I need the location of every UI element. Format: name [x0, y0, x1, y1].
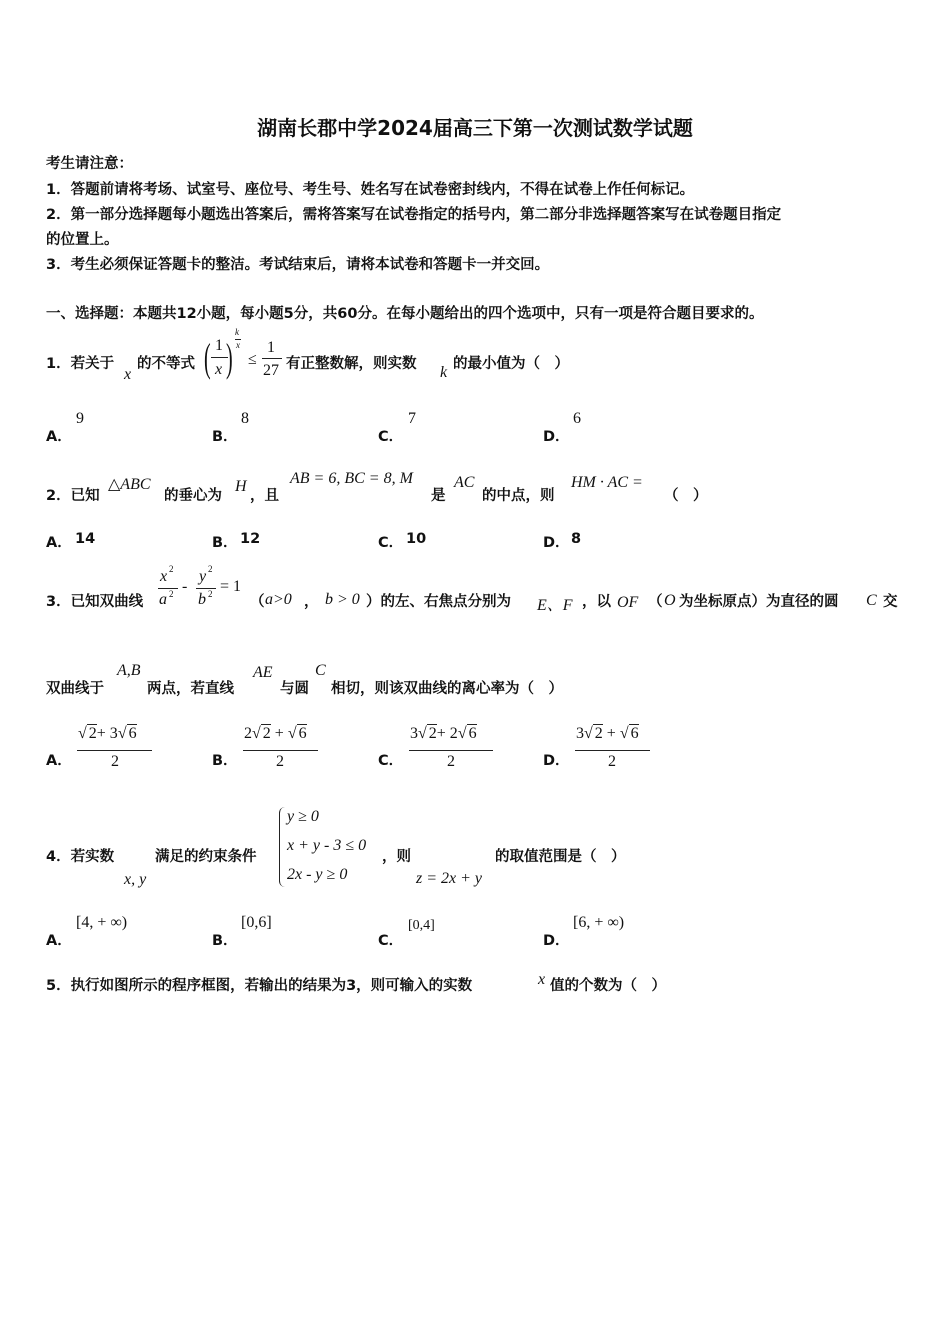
q2-option-label: D． [543, 535, 570, 551]
q2-option-label: B． [212, 535, 238, 551]
q1-den: 27 [263, 362, 279, 379]
q2-H: H [235, 478, 247, 495]
q1-exp-x: x [236, 340, 240, 350]
q1-text: 有正整数解，则实数 [286, 356, 417, 372]
q3-text: 与圆 [280, 681, 309, 697]
q1-exp-k: k [235, 327, 239, 337]
q1-option-value: 6 [573, 410, 581, 427]
q4-option-label: C． [378, 933, 404, 949]
q1-var-k: k [440, 364, 448, 381]
q4-option-label: B． [212, 933, 238, 949]
q1-text: 的不等式 [137, 356, 195, 372]
q2-option-label: C． [378, 535, 404, 551]
q3-sup: 2 [208, 589, 213, 599]
q3-text: ，以 [582, 594, 611, 610]
q1-le: ≤ [248, 351, 257, 368]
q3-option-den: 2 [447, 753, 455, 770]
q3-option-value: 3√ 2 + √ 6 [576, 725, 639, 742]
q4-option-value: [0,4] [408, 918, 435, 933]
q3-C: C [315, 662, 326, 679]
q3-text: 交 [883, 594, 898, 610]
q3-text: （ [648, 594, 663, 610]
q5-x: x [538, 971, 546, 988]
q3-text: ， [304, 594, 319, 610]
q3-frac-line [196, 588, 216, 589]
q4-text: 的取值范围是（ ） [495, 849, 626, 865]
q1-frac-line [262, 358, 282, 359]
q2-triangle: △ABC [108, 476, 151, 493]
q3-O: O [664, 592, 676, 609]
q1-option-label: A． [46, 429, 72, 445]
q1-text: 的最小值为（ ） [453, 356, 569, 372]
q4-option-label: A． [46, 933, 72, 949]
q3-text: ）的左、右焦点分别为 [366, 594, 511, 610]
q3-option-den: 2 [111, 753, 119, 770]
q2-option-value: 14 [75, 531, 96, 547]
q5-text: 值的个数为（ ） [550, 978, 666, 994]
q2-text: 2．已知 [46, 488, 100, 504]
q1-option-value: 9 [76, 410, 84, 427]
q3-sup: 2 [208, 564, 213, 574]
q1-option-value: 7 [408, 410, 416, 427]
q1-text: 1．若关于 [46, 356, 115, 372]
q3-frac-line [575, 750, 650, 751]
q2-AC: AC [454, 474, 475, 491]
q1-paren-right: ) [226, 335, 233, 380]
q2-text: 的中点，则 [482, 488, 555, 504]
q1-option-label: D． [543, 429, 570, 445]
q3-AE: AE [253, 664, 273, 681]
q4-text: 4．若实数 [46, 849, 115, 865]
exam-title: 湖南长郡中学2024届高三下第一次测试数学试题 [257, 116, 693, 140]
q1-x: x [215, 361, 223, 378]
q3-option-label: C． [378, 753, 404, 769]
q2-text: ，且 [250, 488, 279, 504]
q4-constraint: 2x - y ≥ 0 [287, 866, 348, 883]
notice-item: 1．答题前请将考场、试室号、座位号、考生号、姓名写在试卷密封线内，不得在试卷上作任何标记。 [46, 182, 695, 198]
q3-x: x [160, 568, 168, 585]
q2-option-value: 10 [406, 531, 427, 547]
notice-item: 3．考生必须保证答题卡的整洁。考试结束后，请将本试卷和答题卡一并交回。 [46, 257, 550, 273]
q1-option-label: B． [212, 429, 238, 445]
q4-brace [279, 807, 286, 887]
q2-expression: HM · AC = [571, 474, 643, 491]
q1-var-x: x [124, 366, 132, 383]
q1-option-value: 8 [241, 410, 249, 427]
q3-frac-line [243, 750, 318, 751]
q3-frac-line [77, 750, 152, 751]
q3-frac-line [409, 750, 493, 751]
q3-option-den: 2 [608, 753, 616, 770]
q4-text: ，则 [382, 849, 411, 865]
q3-C: C [866, 592, 877, 609]
q3-equals-one: = 1 [220, 578, 242, 595]
q2-text: 的垂心为 [164, 488, 222, 504]
q4-text: 满足的约束条件 [155, 849, 257, 865]
q3-b: b [198, 591, 206, 608]
q4-constraint: x + y - 3 ≤ 0 [287, 837, 367, 854]
q3-sup: 2 [169, 589, 174, 599]
notice-heading: 考生请注意： [46, 156, 133, 172]
section-heading: 一、选择题：本题共12小题，每小题5分，共60分。在每小题给出的四个选项中，只有一项是符合题目要求的。 [46, 306, 764, 322]
notice-item: 2．第一部分选择题每小题选出答案后，需将答案写在试卷指定的括号内，第二部分非选择题答案写在试卷题目指定 [46, 207, 782, 223]
q1-option-label: C． [378, 429, 404, 445]
q3-text: （ [250, 594, 265, 610]
q3-a: a [159, 591, 167, 608]
q3-option-label: B． [212, 753, 238, 769]
q3-text: 相切，则该双曲线的离心率为（ ） [331, 681, 563, 697]
q4-option-value: [0,6] [241, 914, 272, 931]
q3-minus: - [182, 578, 188, 595]
q3-option-value: √ 2+ 3√ 6 [78, 725, 137, 742]
q3-option-label: A． [46, 753, 72, 769]
q3-text: 3．已知双曲线 [46, 594, 144, 610]
q4-constraint: y ≥ 0 [287, 808, 319, 825]
q3-OF: OF [617, 594, 639, 611]
q3-text: 为坐标原点）为直径的圆 [679, 594, 839, 610]
q3-option-value: 2√ 2 + √ 6 [244, 725, 307, 742]
q4-option-value: [4, + ∞) [76, 914, 128, 931]
q3-option-den: 2 [276, 753, 284, 770]
q2-option-label: A． [46, 535, 72, 551]
q1-paren-left: ( [204, 335, 211, 380]
q1-num: 1 [267, 339, 275, 356]
q2-text: （ ） [664, 488, 708, 504]
q3-sup: 2 [169, 564, 174, 574]
q3-y: y [199, 568, 207, 585]
q4-option-label: D． [543, 933, 570, 949]
q3-frac-line [158, 588, 178, 589]
q2-condition: AB = 6, BC = 8, M [290, 470, 413, 487]
q4-option-value: [6, + ∞) [573, 914, 625, 931]
q1-one: 1 [215, 337, 223, 354]
q3-option-label: D． [543, 753, 570, 769]
q3-option-value: 3√ 2+ 2√ 6 [410, 725, 477, 742]
q4-xy: x, y [124, 871, 147, 888]
q4-z: z = 2x + y [416, 870, 483, 887]
q3-text: 两点，若直线 [147, 681, 234, 697]
q3-cond-b: b > 0 [325, 591, 360, 608]
q3-EF: E、F [537, 597, 573, 614]
q2-option-value: 12 [240, 531, 261, 547]
q2-text: 是 [431, 488, 446, 504]
q2-option-value: 8 [571, 531, 582, 547]
q5-text: 5．执行如图所示的程序框图，若输出的结果为3，则可输入的实数 [46, 978, 473, 994]
q3-cond-a: a>0 [265, 591, 292, 608]
q3-text: 双曲线于 [46, 681, 104, 697]
notice-item: 的位置上。 [46, 232, 119, 248]
q3-AB: A,B [117, 662, 141, 679]
